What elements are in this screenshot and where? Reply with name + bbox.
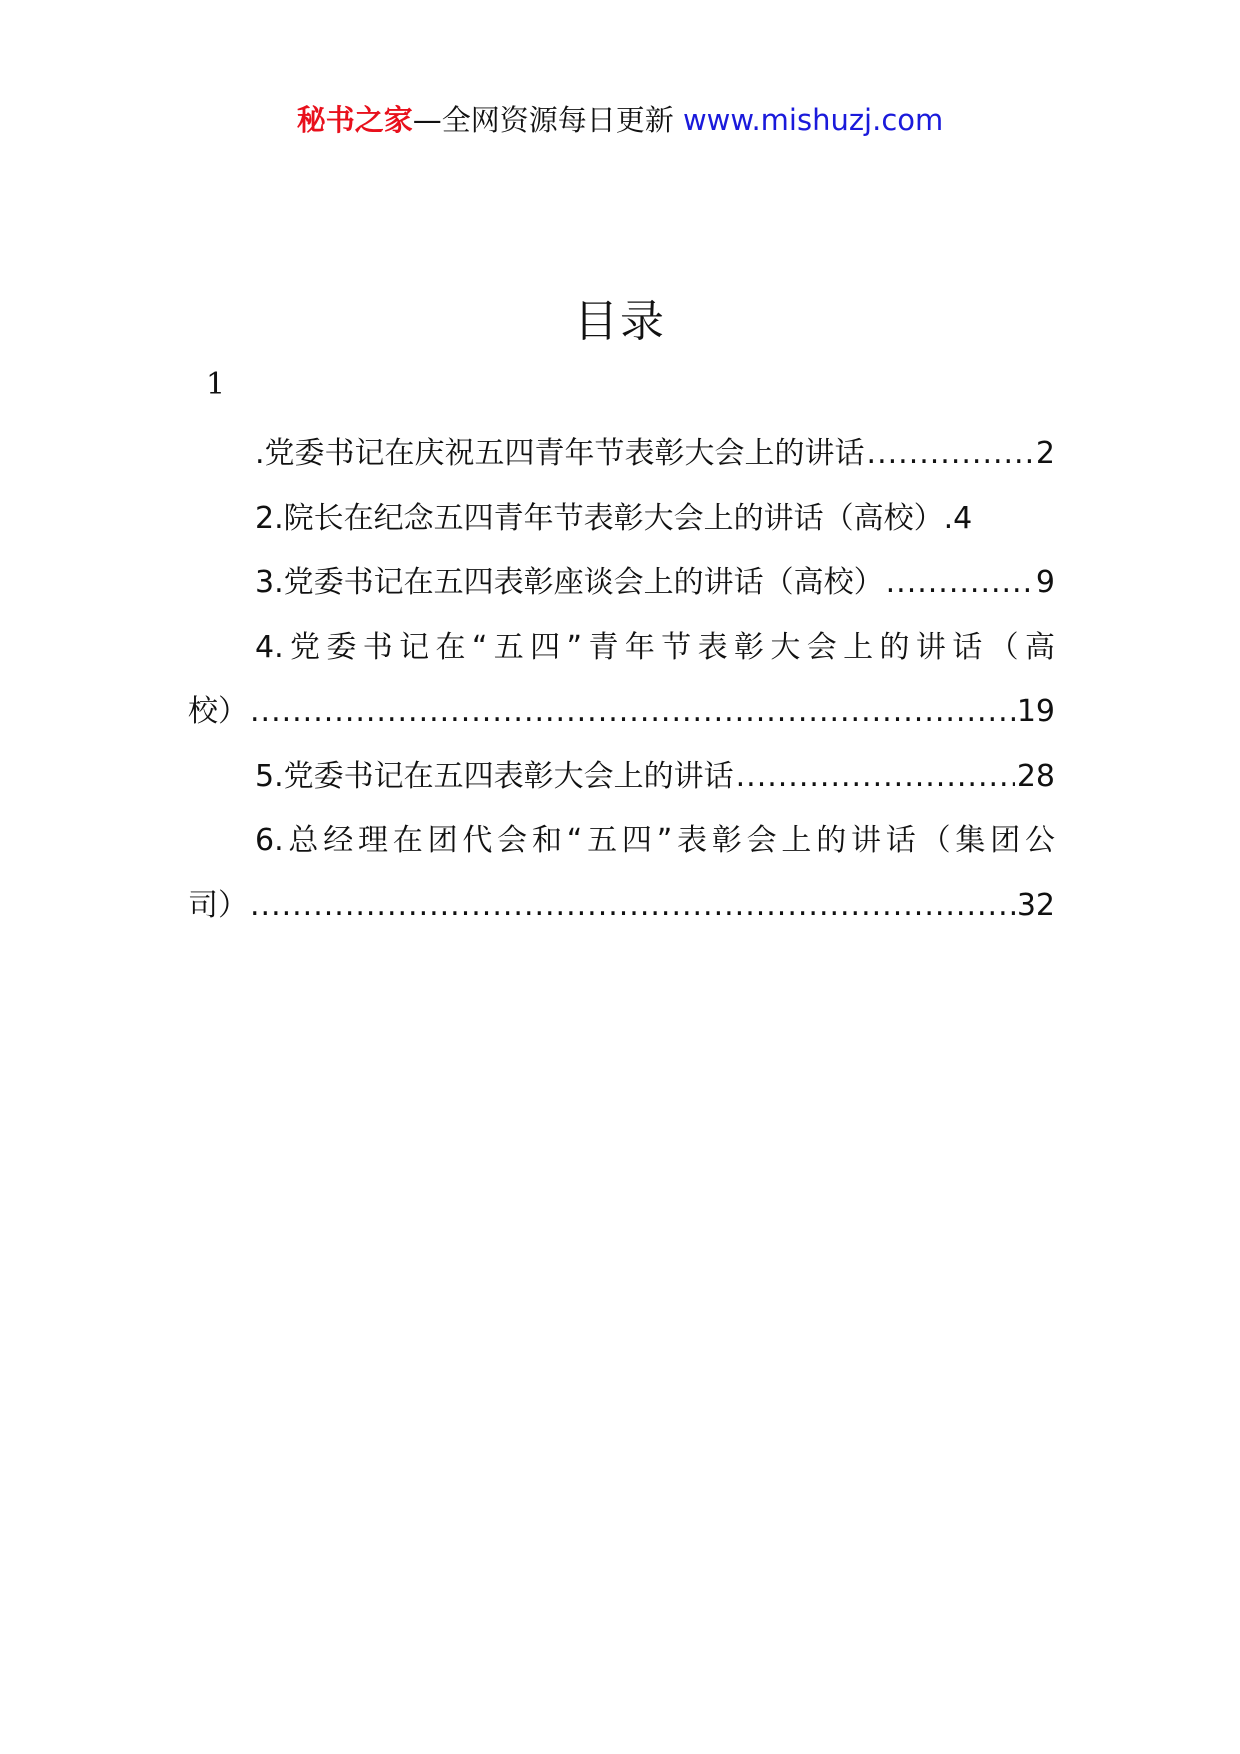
toc-entry-title: 4.党委书记在“五四”青年节表彰大会上的讲话（高 <box>255 629 1055 665</box>
toc-entry-6-line1[interactable] <box>188 809 1055 874</box>
toc-page-number: 9 <box>1035 565 1055 600</box>
banner-dash: — <box>412 103 442 137</box>
toc-entry-title: 3.党委书记在五四表彰座谈会上的讲话（高校） <box>255 565 884 600</box>
toc-entry-title: 6.总经理在团代会和“五四”表彰会上的讲话（集团公 <box>255 823 1055 858</box>
toc-leader-dots <box>867 422 1034 487</box>
toc-page-number: 32 <box>1016 887 1055 923</box>
toc-entry-2[interactable] <box>188 487 1055 552</box>
toc-entry-title: 2.院长在纪念五四青年节表彰大会上的讲话（高校） <box>255 500 944 536</box>
toc-section-number: 1 <box>206 367 226 402</box>
toc-page-number: 2 <box>1035 436 1055 471</box>
table-of-contents <box>188 422 1055 938</box>
toc-page-number: 19 <box>1016 694 1055 729</box>
toc-entry-title: 5.党委书记在五四表彰大会上的讲话 <box>255 758 734 794</box>
toc-entry-4-line1[interactable] <box>188 616 1055 681</box>
toc-entry-title: .党委书记在庆祝五四青年节表彰大会上的讲话 <box>255 436 865 471</box>
toc-page-number: .4 <box>943 500 973 536</box>
toc-entry-title-cont: 校） <box>188 694 248 729</box>
brand-name: 秘书之家 <box>296 103 413 137</box>
site-url-link[interactable]: www.mishuzj.com <box>682 103 944 137</box>
toc-entry-5[interactable] <box>188 745 1055 810</box>
toc-entry-title-cont: 司） <box>188 887 248 923</box>
toc-entry-4-line2[interactable] <box>188 680 1055 745</box>
page-title: 目录 <box>574 296 666 347</box>
banner-tagline: 全网资源每日更新 <box>441 103 674 137</box>
toc-leader-dots <box>250 680 1015 745</box>
toc-page-number: 28 <box>1016 758 1055 794</box>
site-banner <box>0 100 1240 140</box>
toc-leader-dots <box>250 874 1015 939</box>
toc-leader-dots <box>886 551 1034 616</box>
toc-entry-6-line2[interactable] <box>188 874 1055 939</box>
toc-entry-3[interactable] <box>188 551 1055 616</box>
toc-entry-1[interactable] <box>188 422 1055 487</box>
toc-leader-dots <box>736 745 1015 810</box>
